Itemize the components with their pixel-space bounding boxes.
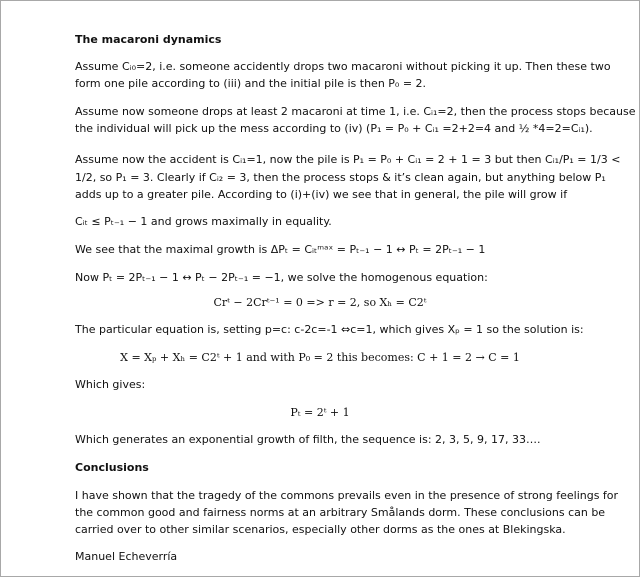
paragraph-3-line-3: adds up to a greater pile. According to (i)+(iv) we see that in general, the pile will grow if xyxy=(75,188,568,201)
paragraph-2-line-2: the individual will pick up the mess according to (iv) (P₁ = P₀ + Cᵢ₁ =2+2=4 and ½ *4=2=Cᵢ₁). xyxy=(75,122,593,135)
author-name: Manuel Echeverría xyxy=(75,550,178,563)
conclusions-heading: Conclusions xyxy=(75,461,149,474)
paragraph-1-line-2: form one pile according to (iii) and the initial pile is then P₀ = 2. xyxy=(75,77,427,90)
paragraph-3-line-1: Assume now the accident is Cᵢ₁=1, now the pile is P₁ = P₀ + Cᵢ₁ = 2 + 1 = 3 but then Cᵢ₁/P₁ = 1/3 < xyxy=(75,153,621,166)
equation-homogeneous: Crᵗ − 2Crᵗ⁻¹ = 0 => r = 2, so Xₕ = C2ᵗ xyxy=(213,296,427,309)
paragraph-1-line-1: Assume Cᵢ₀=2, i.e. someone accidently drops two macaroni without picking it up. Then these two xyxy=(75,60,611,73)
equation-solution: Pₜ = 2ᵗ + 1 xyxy=(290,406,350,419)
equation-general-solution: X = Xₚ + Xₕ = C2ᵗ + 1 and with P₀ = 2 this becomes: C + 1 = 2 → C = 1 xyxy=(120,351,520,364)
sequence-line: Which generates an exponential growth of filth, the sequence is: 2, 3, 5, 9, 17, 33…. xyxy=(75,433,541,446)
conclusions-line-3: carried over to other similar scenarios, especially other dorms as the ones at Blekingska. xyxy=(75,523,566,536)
which-gives: Which gives: xyxy=(75,378,146,391)
paragraph-3-line-2: 1/2, so P₁ = 3. Clearly if Cᵢ₂ = 3, then the process stops & it’s clean again, but anything below P₁ xyxy=(75,171,606,184)
paragraph-2-line-1: Assume now someone drops at least 2 macaroni at time 1, i.e. Cᵢ₁=2, then the process stops because xyxy=(75,105,636,118)
growth-condition: Cᵢₜ ≤ Pₜ₋₁ − 1 and grows maximally in equality. xyxy=(75,215,332,228)
maximal-growth-line: We see that the maximal growth is ΔPₜ = Cᵢₜᵐᵃˣ = Pₜ₋₁ − 1 ↔ Pₜ = 2Pₜ₋₁ − 1 xyxy=(75,243,486,256)
document-title: The macaroni dynamics xyxy=(75,33,222,46)
conclusions-line-1: I have shown that the tragedy of the commons prevails even in the presence of strong feelings for xyxy=(75,489,619,502)
conclusions-line-2: the common good and fairness norms at an arbitrary Smålands dorm. These conclusions can be xyxy=(75,506,606,519)
homogenous-intro: Now Pₜ = 2Pₜ₋₁ − 1 ↔ Pₜ − 2Pₜ₋₁ = −1, we solve the homogenous equation: xyxy=(75,271,488,284)
particular-equation-line: The particular equation is, setting p=c: c-2c=-1 ⇔c=1, which gives Xₚ = 1 so the solution is: xyxy=(75,323,584,336)
